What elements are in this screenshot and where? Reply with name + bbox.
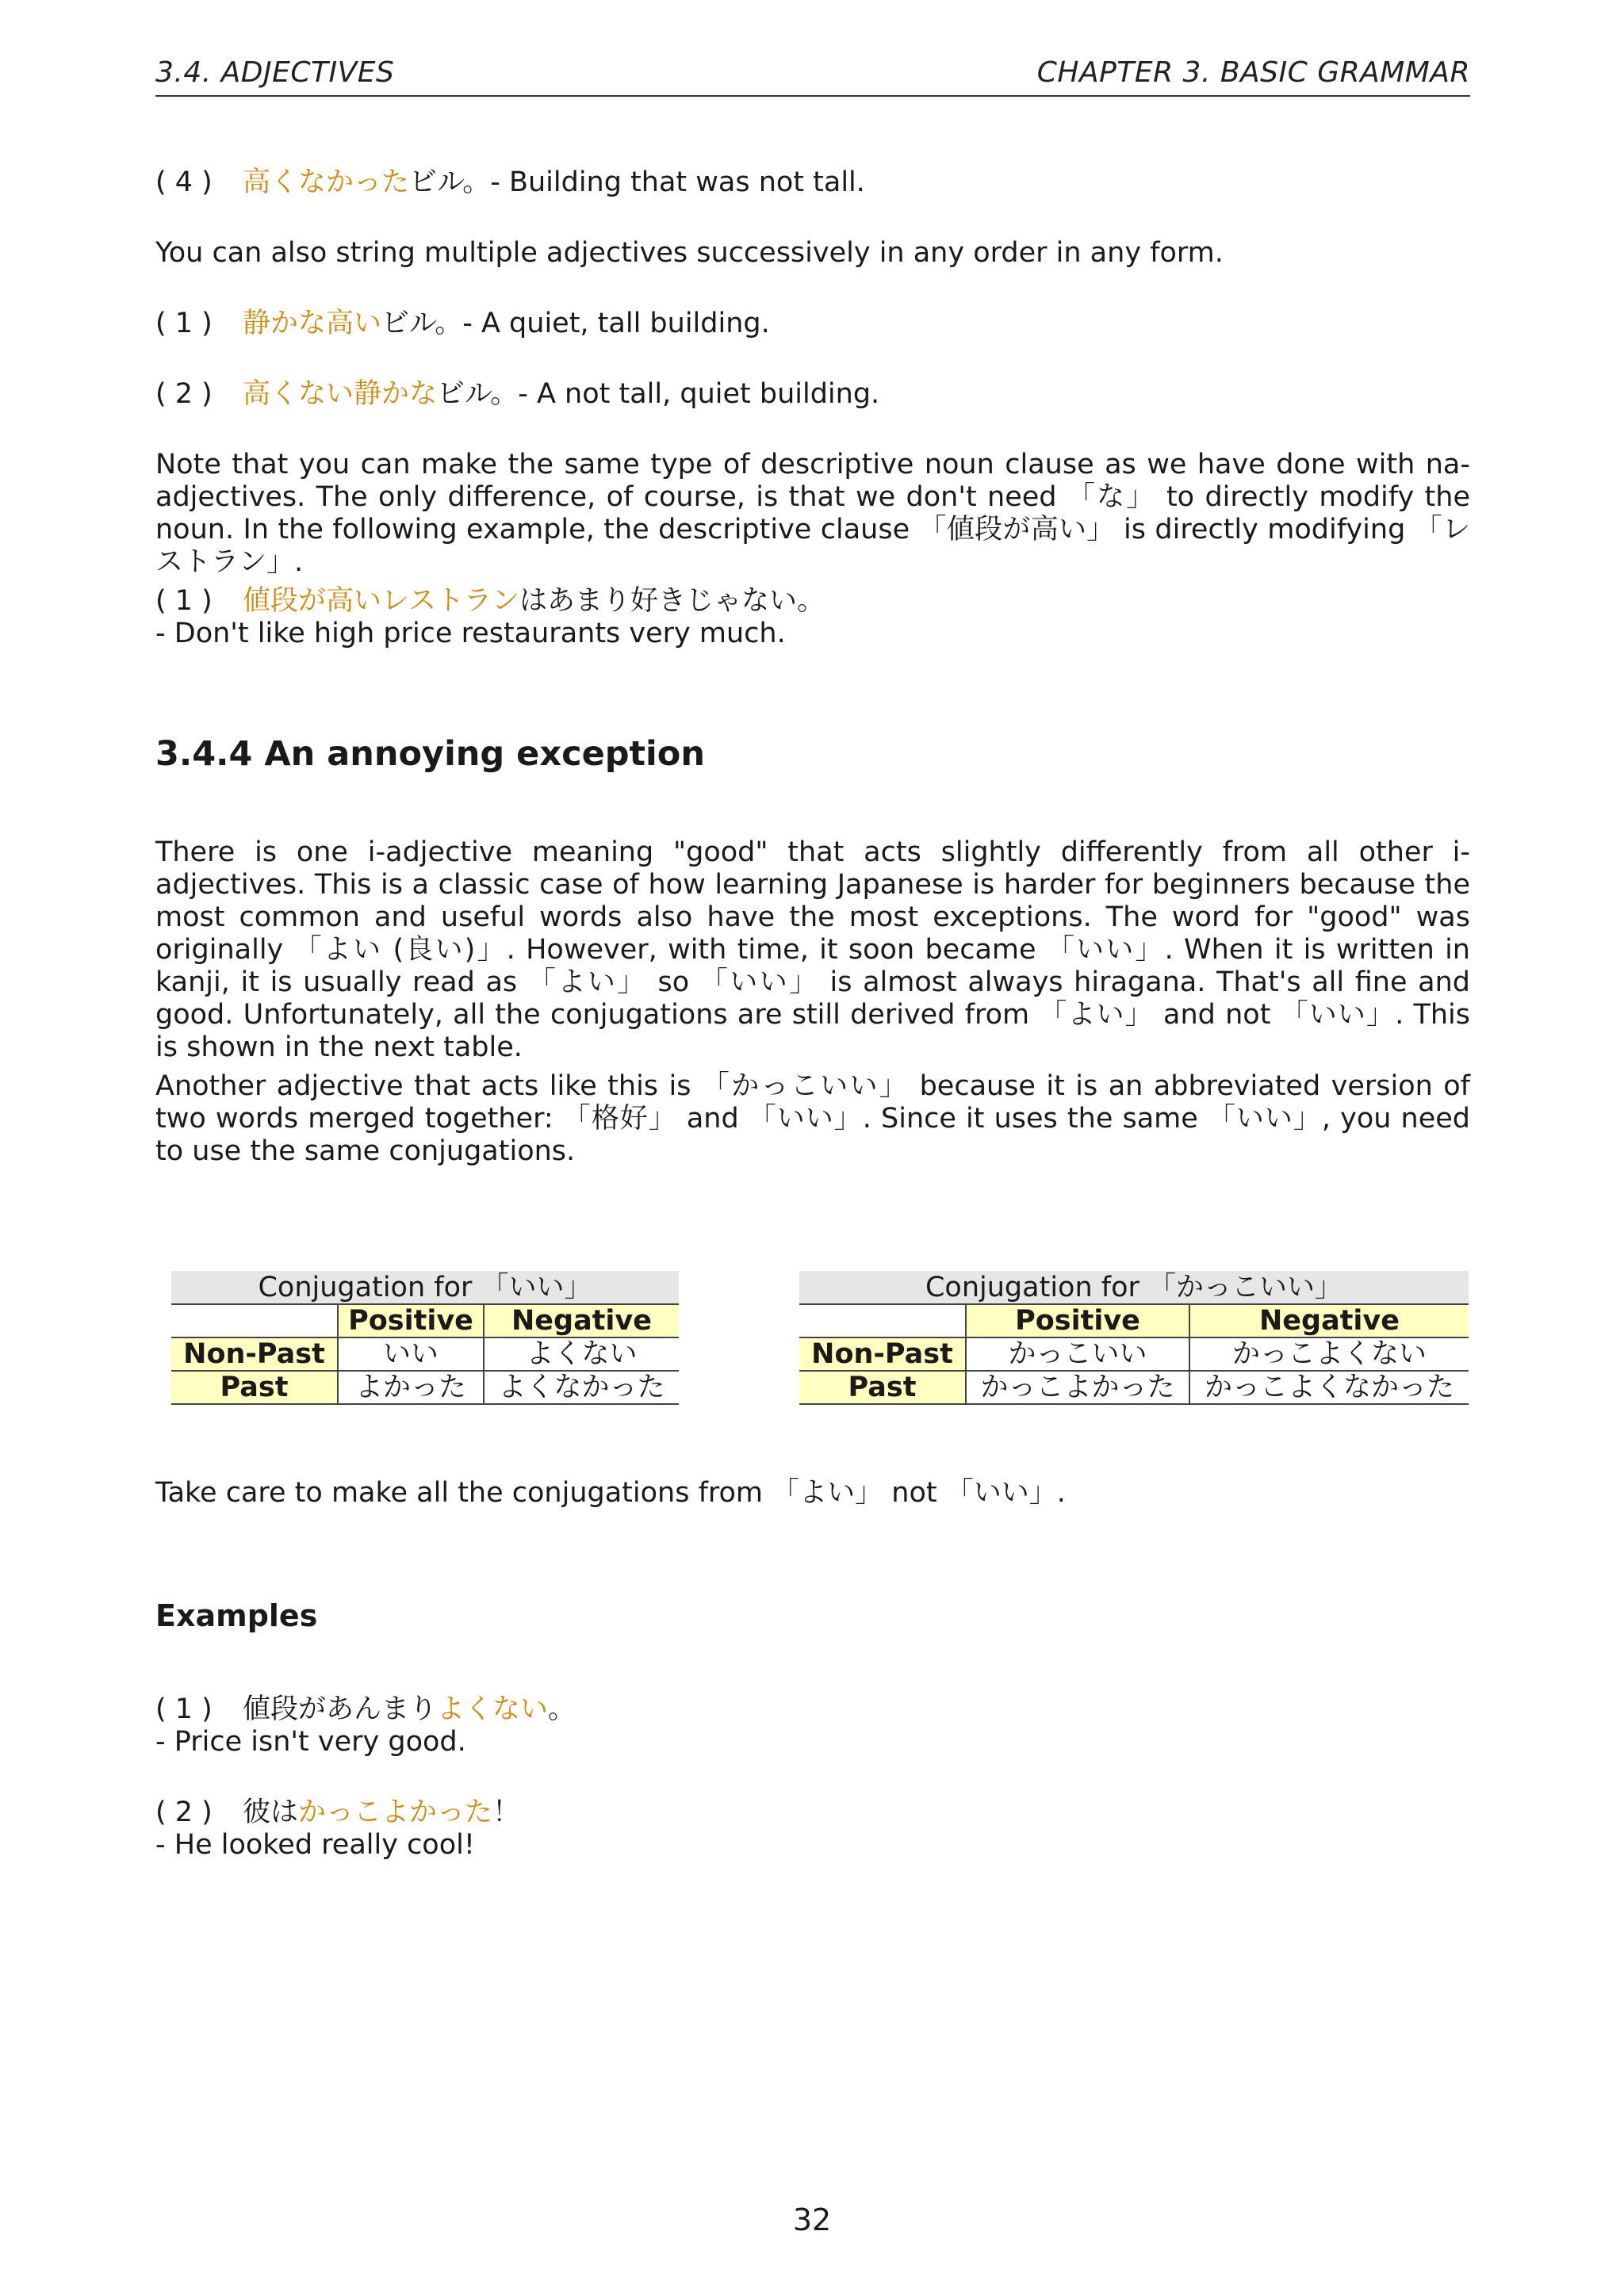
- example-highlight: かっこよかった: [298, 1797, 493, 1828]
- table-cell: かっこいい: [966, 1337, 1189, 1371]
- table-cell: かっこよかった: [966, 1371, 1189, 1404]
- table-cell: よかった: [338, 1371, 484, 1404]
- row-header-nonpast: Non-Past: [799, 1337, 966, 1371]
- example-number: ( 2 ): [155, 378, 213, 410]
- examples-title: Examples: [155, 1598, 318, 1633]
- table-cell: かっこよくない: [1189, 1337, 1469, 1371]
- paragraph-exception: There is one i-adjective meaning "good" that acts slightly differently from all other i-adjectives. This is a classic case of how learning Japanese is harder for beginners because the most common and useful words also have the most exceptions. The word for "good" was originally 「よい (良い)」. However, with time, it soon became 「いい」. When it is written in kanji, it is usually read as 「よい」 so 「いい」 is almost always hiragana. That's all fine and good. Unfortunately, all the conjugations are still derived from 「よい」 and not 「いい」. This is shown in the next table.: [155, 836, 1470, 1063]
- example-number: ( 2 ): [155, 1797, 213, 1828]
- page-number: 32: [792, 2202, 832, 2237]
- example-2c: [155, 1797, 1470, 1829]
- example-number: ( 1 ): [155, 1693, 213, 1725]
- example-text: ビル。- A not tall, quiet building.: [437, 378, 880, 410]
- col-header-positive: Positive: [966, 1304, 1189, 1337]
- example-text: はあまり好きじゃない。: [519, 585, 825, 617]
- running-header: [155, 52, 1470, 97]
- example-text: ビル。- Building that was not tall.: [409, 166, 865, 198]
- row-header-past: Past: [799, 1371, 966, 1404]
- example-1c: [155, 1693, 1470, 1726]
- col-header-positive: Positive: [338, 1304, 484, 1337]
- example-1c-translation: - Price isn't very good.: [155, 1726, 466, 1758]
- header-section: 3.4. ADJECTIVES: [155, 56, 395, 89]
- paragraph-take-care: Take care to make all the conjugations from 「よい」 not 「いい」.: [155, 1477, 1066, 1509]
- row-header-past: Past: [171, 1371, 338, 1404]
- example-highlight: 静かな高い: [243, 308, 382, 339]
- section-title: 3.4.4 An annoying exception: [155, 734, 705, 774]
- example-1a: [155, 308, 1470, 340]
- table-cell: よくない: [484, 1337, 679, 1371]
- example-highlight: 高くなかった: [243, 166, 410, 198]
- example-1b-translation: - Don't like high price restaurants very much.: [155, 618, 786, 649]
- example-2a: [155, 378, 1470, 411]
- table-corner: [171, 1304, 338, 1337]
- table-caption: Conjugation for 「かっこいい」: [799, 1271, 1469, 1304]
- header-chapter: CHAPTER 3. BASIC GRAMMAR: [1036, 56, 1470, 89]
- table-corner: [799, 1304, 966, 1337]
- table-cell: いい: [338, 1337, 484, 1371]
- conjugation-table-ii: [171, 1271, 679, 1405]
- example-number: ( 1 ): [155, 585, 213, 617]
- example-2c-translation: - He looked really cool!: [155, 1829, 475, 1861]
- example-highlight: 値段が高いレストラン: [243, 585, 519, 617]
- example-number: ( 4 ): [155, 166, 213, 198]
- example-text: 彼は: [243, 1797, 299, 1828]
- paragraph-kakkoii: Another adjective that acts like this is 「かっこいい」 because it is an abbreviated version of two words merged together: 「格好」 and 「いい」. Since it uses the same 「いい」, you need to use the same conjugations.: [155, 1070, 1470, 1167]
- table-caption: Conjugation for 「いい」: [171, 1271, 679, 1304]
- example-text: ビル。- A quiet, tall building.: [381, 308, 770, 339]
- example-4: [155, 166, 1470, 199]
- col-header-negative: Negative: [1189, 1304, 1469, 1337]
- example-text: 。: [548, 1693, 576, 1725]
- col-header-negative: Negative: [484, 1304, 679, 1337]
- row-header-nonpast: Non-Past: [171, 1337, 338, 1371]
- paragraph-string-adjectives: You can also string multiple adjectives successively in any order in any form.: [155, 237, 1224, 269]
- example-number: ( 1 ): [155, 308, 213, 339]
- example-highlight: よくない: [437, 1693, 549, 1725]
- example-text: ！: [492, 1797, 521, 1828]
- example-text: 値段があんまり: [243, 1693, 438, 1725]
- example-highlight: 高くない静かな: [243, 378, 438, 410]
- paragraph-noun-clause: Note that you can make the same type of descriptive noun clause as we have done with na-adjectives. The only difference, of course, is that we don't need 「な」 to directly modify the noun. In the following example, the descriptive clause 「値段が高い」 is directly modifying 「レストラン」.: [155, 449, 1470, 578]
- example-1b: [155, 585, 1470, 618]
- table-cell: かっこよくなかった: [1189, 1371, 1469, 1404]
- table-cell: よくなかった: [484, 1371, 679, 1404]
- conjugation-table-kakkoii: [799, 1271, 1469, 1405]
